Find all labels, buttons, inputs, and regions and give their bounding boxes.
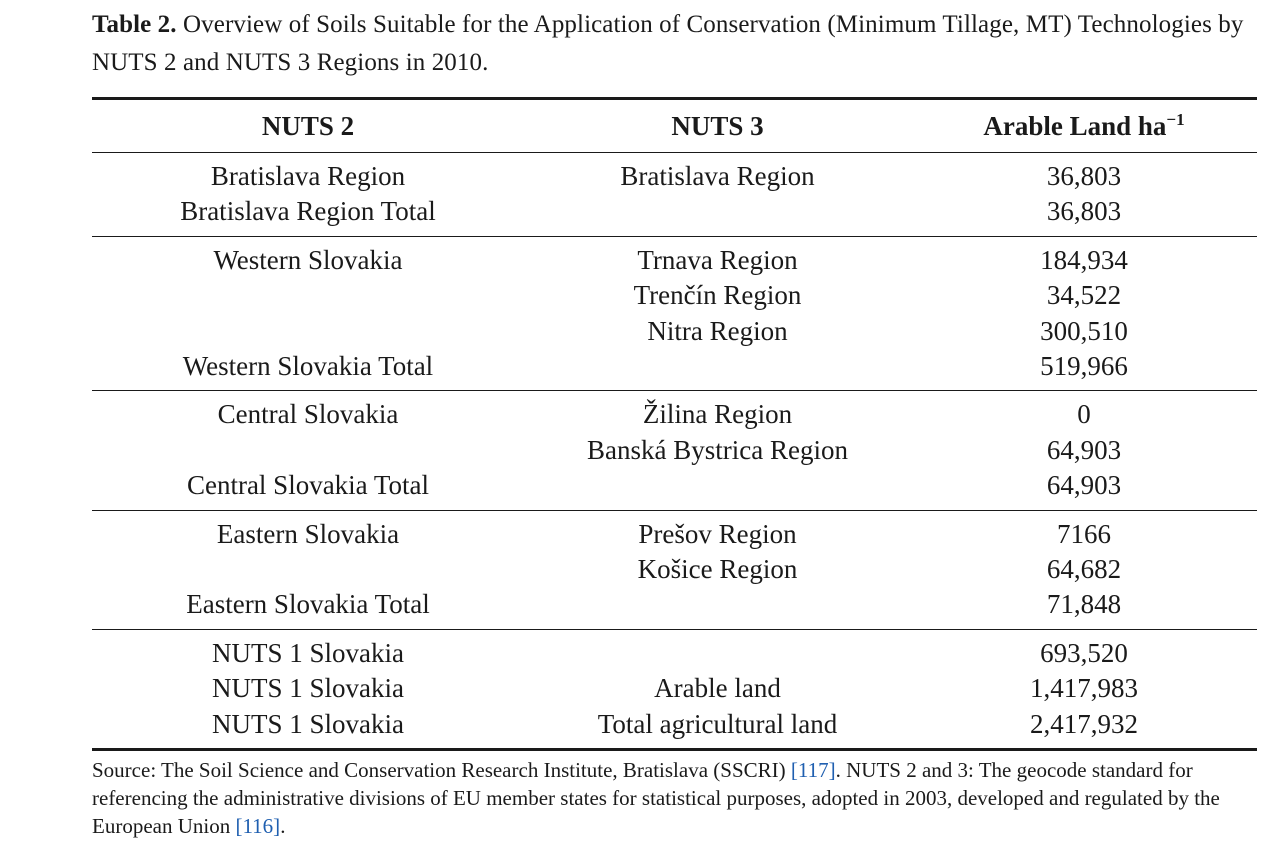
cell-nuts3 [524, 391, 911, 510]
cell-nuts3-text: Total agricultural land [597, 708, 838, 739]
cell-nuts3-text: Žilina Region [642, 399, 793, 430]
cell-nuts3-text [524, 468, 911, 503]
table-caption-text: Overview of Soils Suitable for the Application of Conservation (Minimum Tillage, MT) Technologies by NUTS 2 and NUTS 3 Regions in 2010. [92, 11, 1244, 76]
header-arable-land [911, 99, 1257, 153]
cell-nuts2 [92, 510, 524, 629]
table-row [92, 629, 1257, 749]
table-row [92, 510, 1257, 629]
cell-nuts2-text: Eastern Slovakia Total [186, 589, 430, 620]
cell-arable-land-text: 64,682 [1046, 554, 1122, 585]
cell-nuts2-text: Central Slovakia Total [186, 470, 430, 501]
data-table-container [92, 97, 1257, 751]
cell-nuts3-text: Nitra Region [647, 315, 788, 346]
cell-nuts3 [524, 236, 911, 391]
cell-arable-land-text: 2,417,932 [1030, 708, 1138, 739]
table-row [92, 236, 1257, 391]
cell-arable-land-text: 71,848 [1046, 589, 1122, 620]
cell-arable-land-text: 7166 [1057, 518, 1111, 549]
cell-nuts3-text: Arable land [654, 673, 781, 704]
cell-arable-land-text: 34,522 [1046, 280, 1122, 311]
table-caption-label: Table 2. [92, 11, 177, 38]
cell-nuts3 [524, 153, 911, 237]
header-row [92, 99, 1257, 153]
footnote-definition-text: . NUTS 2 and 3: The geocode standard for referencing the administrative divisions of EU member states for statistical purposes, adopted in 2003, developed and regulated by the European Union [92, 758, 1220, 838]
cell-arable-land [911, 629, 1257, 749]
cell-arable-land-text: 64,903 [1046, 470, 1122, 501]
cell-arable-land [911, 510, 1257, 629]
footnote-source-text: Source: The Soil Science and Conservation Research Institute, Bratislava (SSCRI) [92, 758, 791, 782]
citation-link-116[interactable]: [116] [235, 814, 281, 838]
cell-nuts3-text: Banská Bystrica Region [587, 434, 848, 465]
cell-nuts2 [92, 629, 524, 749]
cell-arable-land [911, 391, 1257, 510]
footnote-end-text: . [280, 814, 286, 838]
cell-nuts3-text [524, 194, 911, 229]
cell-nuts2-text: Bratislava Region Total [180, 196, 436, 227]
header-arable-label: Arable Land ha [983, 111, 1167, 141]
table-row [92, 153, 1257, 237]
soils-table [92, 97, 1257, 751]
cell-nuts3 [524, 629, 911, 749]
header-nuts2 [92, 99, 524, 153]
header-arable-superscript: −1 [1166, 110, 1185, 129]
cell-nuts2-text: Western Slovakia Total [182, 351, 434, 382]
table-group [92, 153, 1257, 237]
header-nuts2-label: NUTS 2 [261, 111, 355, 141]
cell-nuts3-text [524, 349, 911, 384]
cell-nuts2-text: Eastern Slovakia [216, 518, 400, 549]
table-row [92, 391, 1257, 510]
cell-nuts2-text: Central Slovakia [217, 399, 399, 430]
cell-nuts2-text: Western Slovakia [213, 244, 403, 275]
cell-arable-land-text: 693,520 [1040, 637, 1128, 668]
cell-arable-land-text: 64,903 [1046, 434, 1122, 465]
table-header [92, 99, 1257, 153]
header-nuts3 [524, 99, 911, 153]
cell-nuts2-text: NUTS 1 Slovakia [212, 708, 404, 739]
cell-nuts3 [524, 510, 911, 629]
cell-nuts2-text: NUTS 1 Slovakia [212, 673, 404, 704]
table-group [92, 629, 1257, 749]
cell-nuts3-text [524, 636, 911, 671]
cell-arable-land-text: 519,966 [1040, 351, 1128, 382]
cell-arable-land-text: 36,803 [1046, 161, 1122, 191]
cell-arable-land [911, 153, 1257, 237]
cell-nuts3-text: Prešov Region [638, 518, 797, 549]
cell-nuts3-text: Košice Region [637, 554, 798, 585]
cell-nuts2-text [92, 552, 524, 587]
cell-nuts2-text: NUTS 1 Slovakia [212, 637, 404, 668]
cell-nuts2-text [92, 314, 524, 349]
cell-nuts3-text: Trnava Region [637, 244, 798, 275]
citation-link-117[interactable]: [117] [790, 758, 836, 782]
table-group [92, 236, 1257, 391]
cell-nuts2-text: Bratislava Region [210, 161, 406, 191]
table-group [92, 510, 1257, 629]
table-footnote [92, 756, 1262, 840]
cell-nuts3-text [524, 587, 911, 622]
cell-arable-land-text: 0 [1077, 399, 1091, 430]
cell-nuts2 [92, 153, 524, 237]
header-nuts3-label: NUTS 3 [671, 111, 764, 141]
cell-nuts2 [92, 391, 524, 510]
cell-arable-land-text: 36,803 [1046, 196, 1122, 227]
cell-arable-land [911, 236, 1257, 391]
cell-nuts2 [92, 236, 524, 391]
cell-arable-land-text: 184,934 [1040, 244, 1128, 275]
table-caption [92, 6, 1262, 82]
cell-arable-land-text: 1,417,983 [1030, 673, 1138, 704]
table-group [92, 391, 1257, 510]
cell-nuts3-text: Bratislava Region [620, 161, 815, 191]
cell-arable-land-text: 300,510 [1040, 315, 1128, 346]
cell-nuts2-text [92, 278, 524, 313]
cell-nuts3-text: Trenčín Region [633, 280, 802, 311]
cell-nuts2-text [92, 433, 524, 468]
